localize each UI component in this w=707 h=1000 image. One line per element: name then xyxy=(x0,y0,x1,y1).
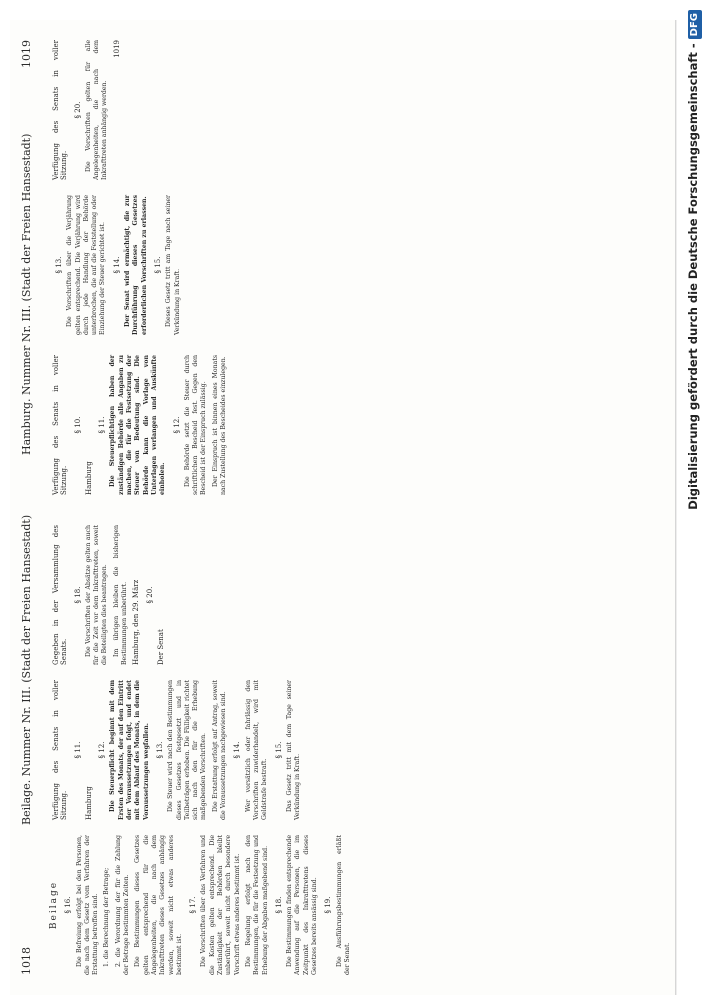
paragraph: Das Gesetz tritt mit dem Tage seiner Verkündung in Kraft. xyxy=(285,680,302,820)
section-number: § 11. xyxy=(73,741,82,759)
section-number: § 14. xyxy=(233,741,242,759)
dfg-logo-badge: DFG xyxy=(688,10,702,39)
paragraph: Die Bestimmungen finden entsprechende Anwendung auf die Personen, die im Zeitpunkt des Inkrafttretens dieses Gesetzes bereits ansässig sind. xyxy=(286,835,319,975)
section-number: § 13. xyxy=(155,741,164,759)
paragraph: Die Bestimmungen dieses Gesetzes gelten entsprechend für die Angelegenheiten, die nach dem Inkrafttreten dieses Gesetzes anhängig werden, soweit nicht etwas anderes bestimmt ist. xyxy=(134,835,183,975)
dfg-caption-text xyxy=(683,10,703,990)
section-number: § 12. xyxy=(172,416,181,434)
page-number: 1019 xyxy=(112,40,121,58)
section-number: § 19. xyxy=(324,896,333,914)
section-number: § 20. xyxy=(145,586,154,604)
scanned-page xyxy=(10,20,676,995)
text-column-1 xyxy=(50,835,650,975)
paragraph: Wer vorsätzlich oder fahrlässig den Vorschriften zuwiderhandelt, wird mit Geldstrafe bestraft. xyxy=(244,680,269,820)
subheading: Verfügung des Senats in voller Sitzung. xyxy=(52,40,69,180)
paragraph: Die Vorschriften der Absätze gelten auch für die Zeit vor dem Inkrafttreten, soweit die Beteiligten dies beantragen. xyxy=(84,525,109,665)
bold-paragraph: Der Senat wird ermächtigt, die zur Durchführung dieses Gesetzes erforderlichen Vorschriften zu erlassen. xyxy=(124,195,148,335)
dfg-caption xyxy=(679,0,707,1000)
page-number-left: 1018 xyxy=(20,947,33,975)
text-column-3 xyxy=(50,525,650,665)
paragraph: 2. die Verordnung der für die Zahlung der Betrage bestimmten Zeiten. xyxy=(114,835,131,975)
paragraph: Der Einspruch ist binnen eines Monats nach Zustellung des Bescheides einzulegen. xyxy=(211,355,228,495)
paragraph: Die Behörde setzt die Steuer durch schriftlichen Bescheid fest. Gegen den Bescheid ist der Einspruch zulässig. xyxy=(183,355,208,495)
paragraph: Die Vorschriften über die Verjährung gelten entsprechend. Die Verjährung wird durch jede Handlung der Behörde unterbrochen, die auf die Feststellung oder Einziehung der Steuer gerichtet ist. xyxy=(66,195,107,335)
paragraph: Die Vorschriften gelten für alle Angelegenheiten, die nach dem Inkrafttreten anhängig werden. xyxy=(84,40,109,180)
column-heading: Beilage xyxy=(49,880,59,930)
bold-paragraph: Die Steuerpflichtigen haben der zuständigen Behörde alle Angaben zu machen, die für die Festsetzung der Steuer von Bedeutung sind. Die Behörde kann die Vorlage von Unterlagen verlangen und Auskünfte einholen. xyxy=(109,355,167,495)
caption-text: Digitalisierung gefördert durch die Deutsche Forschungsgemeinschaft - xyxy=(686,43,700,510)
section-number: § 12. xyxy=(98,741,107,759)
section-number: § 15. xyxy=(274,741,283,759)
paragraph: Die Ausführungsbestimmungen erläßt der Senat. xyxy=(335,835,351,975)
section-number: § 16. xyxy=(64,896,73,914)
section-number: § 14. xyxy=(112,256,121,274)
section-number: § 18. xyxy=(73,586,82,604)
text-column-2 xyxy=(50,680,650,820)
text-column-4 xyxy=(50,355,650,495)
section-number: § 20. xyxy=(73,101,82,119)
paragraph: Im übrigen bleiben die bisherigen Bestimmungen unberührt. xyxy=(112,525,129,665)
bold-paragraph: Die Steuerpflicht beginnt mit dem Ersten des Monats, der auf den Eintritt der Voraussetzungen folgt, und endet mit dem Ablauf des Monats, in dem die Voraussetzungen wegfallen. xyxy=(109,680,150,820)
section-number: § 18. xyxy=(274,896,283,914)
paragraph: Die Vorschriften über das Verfahren und die Kosten gelten entsprechend. Die Zuständigkeit der Behörden bleibt unberührt, soweit nicht durch besondere Vorschrift etwas anderes bestimmt ist. xyxy=(200,835,241,975)
subheading: Der Senat xyxy=(156,629,165,665)
page-number-right: 1019 xyxy=(20,40,33,68)
section-number: § 10. xyxy=(73,416,82,434)
paragraph: 1. die Berechnung der Betrage; xyxy=(103,867,111,967)
paragraph: Die Erstattung erfolgt auf Antrag, soweit die Voraussetzungen nachgewiesen sind. xyxy=(211,680,228,820)
rotated-page-content xyxy=(10,20,675,995)
text-column-6 xyxy=(50,40,650,180)
paragraph: Die Regelung erfolgt nach den Bestimmungen, die für die Festsetzung und Erhebung der Abgaben maßgebend sind. xyxy=(244,835,269,975)
text-column-5 xyxy=(50,195,650,335)
section-number: § 15. xyxy=(153,256,162,274)
paragraph: Die Befreiung erfolgt bei den Personen, die nach dem Gesetz vom Verfahren der Erstattung betroffen sind. xyxy=(75,835,100,975)
subheading: Gegeben in der Versammlung des Senats. xyxy=(52,525,69,665)
paragraph: Dieses Gesetz tritt am Tage nach seiner Verkündung in Kraft. xyxy=(165,195,181,335)
subheading: Hamburg xyxy=(84,461,93,495)
paragraph: Die Steuer wird nach den Bestimmungen dieses Gesetzes festgesetzt und in Teilbeträgen erhoben. Die Fälligkeit richtet sich nach den für die Erhebung maßgebenden Vorschriften. xyxy=(167,680,208,820)
running-title-right: Hamburg. Nummer Nr. III. (Stadt der Freien Hansestadt) xyxy=(20,133,33,455)
section-number: § 17. xyxy=(189,896,198,914)
running-title-left: Beilage. Nummer Nr. III. (Stadt der Freien Hansestadt) xyxy=(20,514,33,825)
running-head xyxy=(18,40,42,975)
section-number: § 13. xyxy=(55,256,63,274)
section-number: § 11. xyxy=(98,416,107,434)
subheading: Hamburg xyxy=(84,786,93,820)
subheading: Verfügung des Senats in voller Sitzung. xyxy=(52,355,69,495)
subheading: Verfügung des Senats in voller Sitzung. xyxy=(52,680,69,820)
subheading: Hamburg, den 29. März xyxy=(132,579,141,665)
